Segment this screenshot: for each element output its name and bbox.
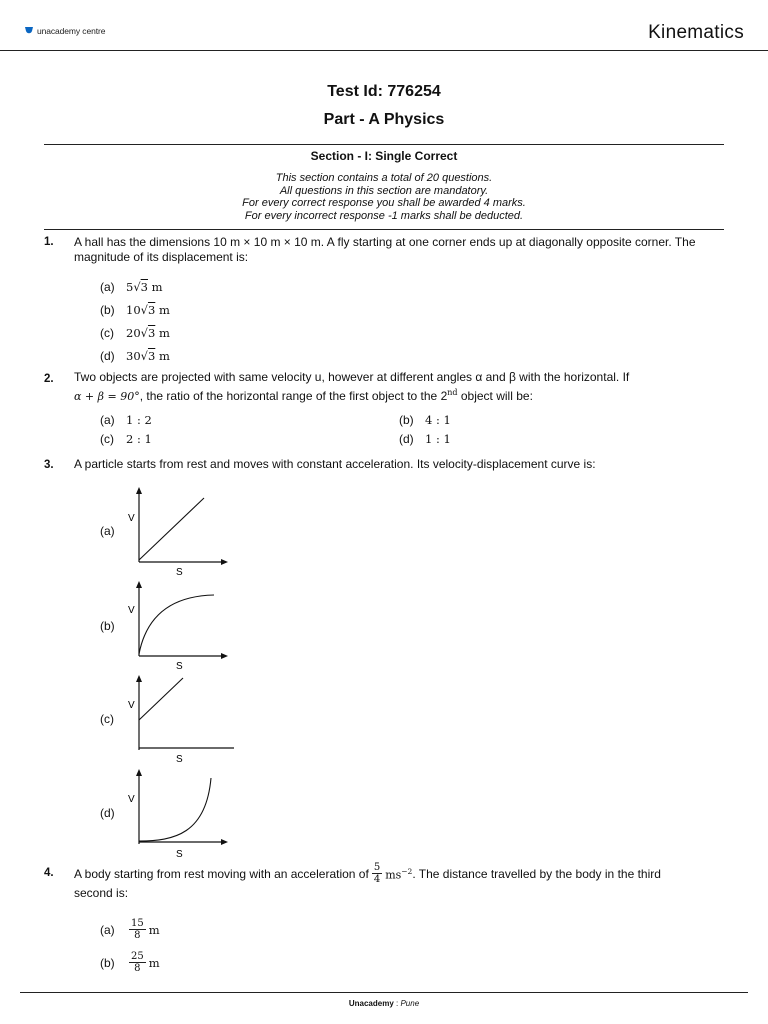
y-label: V	[128, 605, 135, 616]
x-axis-arrow-icon	[221, 653, 228, 659]
option-3d[interactable]: (d)	[100, 806, 115, 820]
x-axis-arrow-icon	[221, 559, 228, 565]
option-value: $\frac{15}{8}$	[131, 918, 144, 941]
section-divider-top	[44, 144, 724, 145]
brand-logo	[24, 26, 105, 36]
y-axis-arrow-icon	[136, 675, 142, 682]
graph-d	[124, 766, 234, 861]
option-1c[interactable]: (c) 20√3 m	[100, 326, 170, 340]
footer-divider	[20, 992, 748, 993]
question-number: 3.	[44, 459, 54, 471]
question-number: 2.	[44, 373, 54, 385]
y-label: V	[128, 513, 135, 524]
test-id: Test Id: 776254	[327, 83, 441, 100]
option-2b[interactable]: (b) 4 : 1	[399, 413, 451, 427]
x-label: S	[176, 754, 183, 765]
footer: Unacademy : Pune	[348, 999, 420, 1008]
topic-title: Kinematics	[648, 22, 744, 43]
unacademy-logo-icon	[24, 26, 34, 36]
option-2a[interactable]: (a) 1 : 2	[100, 413, 152, 427]
option-1d[interactable]: (d) 30√3 m	[100, 349, 170, 363]
part-title: Part - A Physics	[323, 111, 445, 128]
question-text: A body starting from rest moving with an acceleration of $\frac{5}{4}$ $ms^{-2}$ . The distance travelled by the body in the third second is:	[74, 862, 661, 900]
x-axis-arrow-icon	[221, 839, 228, 845]
curve	[139, 498, 204, 560]
option-value: 30√3 m	[126, 349, 170, 363]
x-label: S	[176, 661, 183, 672]
question-text: A particle starts from rest and moves with constant acceleration. Its velocity-displacement curve is:	[74, 457, 596, 471]
graph-a	[124, 484, 234, 579]
x-label: S	[176, 849, 183, 860]
option-value: 4 : 1	[425, 413, 451, 427]
section-divider-bottom	[44, 229, 724, 230]
question-number: 4.	[44, 867, 54, 879]
option-value: 10√3 m	[126, 303, 170, 317]
graph-b	[124, 578, 234, 673]
graph-c	[124, 672, 234, 767]
section-instructions	[0, 172, 768, 222]
option-3a[interactable]: (a)	[100, 524, 115, 538]
option-value: 20√3 m	[126, 326, 170, 340]
instruction-line: For every correct response you shall be awarded 4 marks.	[242, 197, 526, 209]
footer-city: Pune	[400, 999, 420, 1008]
logo-text: unacademy centre	[37, 26, 106, 36]
option-2d[interactable]: (d) 1 : 1	[399, 432, 451, 446]
curve	[139, 778, 211, 841]
question-text: A hall has the dimensions 10 m × 10 m × 10 m. A fly starting at one corner ends up at diagonally opposite corner. The magnitude of its displacement is:	[74, 235, 696, 264]
y-axis-arrow-icon	[136, 487, 142, 494]
y-axis-arrow-icon	[136, 581, 142, 588]
option-value: $\frac{25}{8}$	[131, 951, 144, 974]
option-value: 1 : 1	[425, 432, 451, 446]
y-label: V	[128, 794, 135, 805]
y-label: V	[128, 700, 135, 711]
option-value: 5√3 m	[126, 280, 163, 294]
instruction-line: This section contains a total of 20 questions.	[275, 172, 493, 184]
question-number: 1.	[44, 236, 54, 248]
option-value: 2 : 1	[126, 432, 152, 446]
option-value: 1 : 2	[126, 413, 152, 427]
option-4a[interactable]: (a) $\frac{15}{8}$ m	[100, 918, 160, 941]
option-3c[interactable]: (c)	[100, 712, 114, 726]
option-1a[interactable]: (a) 5√3 m	[100, 280, 163, 294]
curve	[139, 678, 183, 720]
y-axis-arrow-icon	[136, 769, 142, 776]
option-4b[interactable]: (b) $\frac{25}{8}$ m	[100, 951, 160, 974]
header-divider	[0, 50, 768, 51]
footer-brand: Unacademy	[348, 999, 394, 1008]
section-title: Section - I: Single Correct	[310, 149, 458, 163]
acceleration-fraction: $\frac{5}{4}$	[373, 862, 381, 886]
curve	[139, 595, 214, 654]
instruction-line: For every incorrect response -1 marks shall be deducted.	[244, 209, 524, 222]
question-text: Two objects are projected with same velocity u, however at different angles α and β with the horizontal. If α + β = 90°, the ratio of the horizontal range of the first object to the 2nd object will be:	[74, 370, 630, 403]
option-1b[interactable]: (b) 10√3 m	[100, 303, 170, 317]
option-3b[interactable]: (b)	[100, 619, 115, 633]
option-2c[interactable]: (c) 2 : 1	[100, 432, 152, 446]
x-label: S	[176, 567, 183, 578]
instruction-line: All questions in this section are mandatory.	[279, 184, 489, 197]
